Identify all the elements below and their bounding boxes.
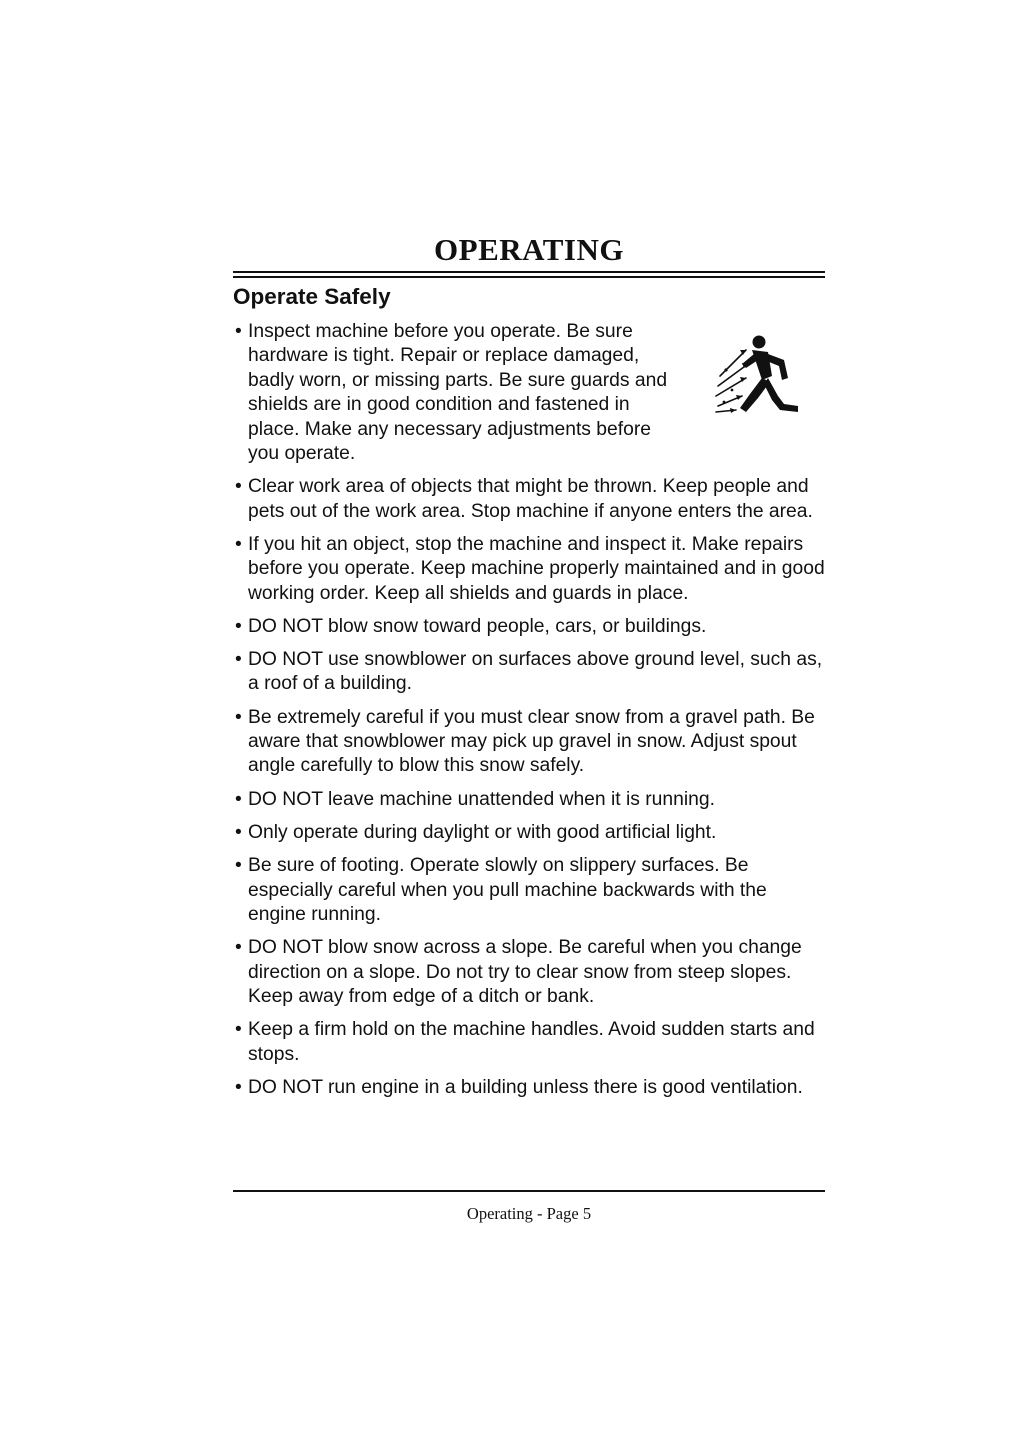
bullet: • — [235, 533, 242, 555]
bullet: • — [235, 615, 242, 637]
list-item-text: Inspect machine before you operate. Be sure hardware is tight. Repair or replace damaged, badly worn, or missing parts. Be sure guards and shields are in good condition and fastened in place. Make any necessary adjustments before you operate. — [248, 321, 668, 465]
list-item — [233, 1076, 825, 1100]
bullet: • — [235, 321, 242, 342]
page-title: OPERATING — [434, 232, 624, 267]
list-item-text: DO NOT blow snow toward people, cars, or buildings. — [248, 615, 707, 637]
list-item — [233, 706, 825, 779]
list-item — [233, 1018, 825, 1067]
bullet: • — [235, 1019, 242, 1041]
list-item-text: DO NOT use snowblower on surfaces above ground level, such as, a roof of a building. — [248, 649, 823, 695]
bullet: • — [235, 649, 242, 671]
bullet: • — [235, 706, 242, 728]
footer-rule — [233, 1190, 825, 1192]
list-item-text: DO NOT run engine in a building unless there is good ventilation. — [248, 1076, 803, 1098]
list-item — [233, 854, 825, 927]
page-footer: Operating - Page 5 — [466, 1204, 592, 1223]
bullet: • — [235, 937, 242, 959]
list-item — [233, 533, 825, 606]
list-item-text: Clear work area of objects that might be thrown. Keep people and pets out of the work area. Stop machine if anyone enters the area. — [248, 476, 813, 522]
list-item — [233, 475, 825, 524]
list-item-text: If you hit an object, stop the machine and inspect it. Make repairs before you operate. Keep machine properly maintained and in good working order. Keep all shields and guards in place. — [248, 533, 825, 604]
list-item — [233, 320, 825, 466]
list-item — [233, 648, 825, 697]
list-item — [233, 788, 825, 812]
section-heading: Operate Safely — [233, 284, 391, 309]
safety-instructions-list — [233, 320, 825, 1109]
bullet: • — [235, 855, 242, 877]
bullet: • — [235, 821, 242, 843]
list-item-text: Be sure of footing. Operate slowly on slippery surfaces. Be especially careful when you pull machine backwards with the engine running. — [248, 855, 767, 925]
list-item — [233, 821, 825, 845]
bullet: • — [235, 476, 242, 498]
list-item — [233, 615, 825, 639]
title-double-rule — [233, 271, 825, 278]
bullet: • — [235, 788, 242, 810]
list-item-text: Be extremely careful if you must clear snow from a gravel path. Be aware that snowblower may pick up gravel in snow. Adjust spout angle carefully to blow this snow safely. — [248, 706, 815, 777]
bullet: • — [235, 1076, 242, 1098]
list-item-text: Keep a firm hold on the machine handles. Avoid sudden starts and stops. — [248, 1019, 815, 1065]
list-item-text: DO NOT blow snow across a slope. Be careful when you change direction on a slope. Do not try to clear snow from steep slopes. Keep away from edge of a ditch or bank. — [248, 937, 802, 1007]
list-item-text: Only operate during daylight or with good artificial light. — [248, 821, 717, 843]
list-item-text: DO NOT leave machine unattended when it is running. — [248, 788, 715, 810]
list-item — [233, 936, 825, 1009]
